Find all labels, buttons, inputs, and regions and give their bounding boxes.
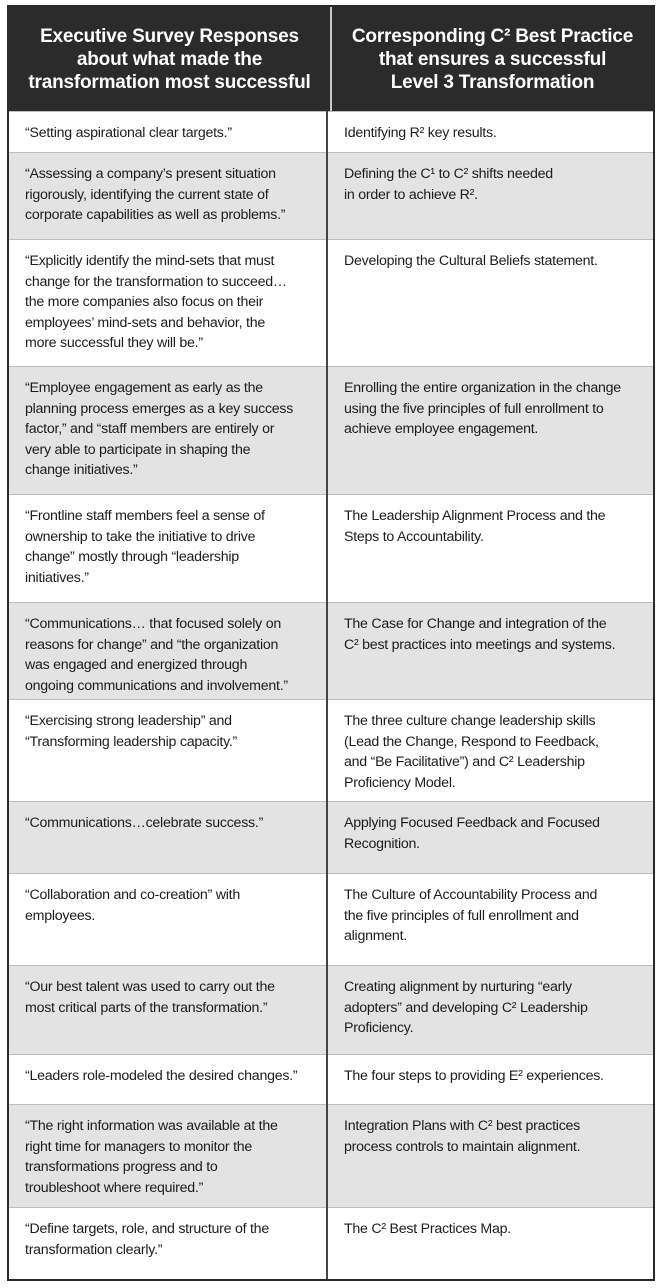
cell-text-line: and “Be Facilitative”) and C² Leadership xyxy=(344,754,585,770)
cell-text-line: “Explicitly identify the mind-sets that must xyxy=(25,253,275,269)
cell-text-line: was engaged and energized through xyxy=(25,657,248,673)
table-row xyxy=(9,1104,653,1207)
cell-text-line: right time for managers to monitor the xyxy=(25,1138,253,1155)
survey-response-cell xyxy=(9,603,328,699)
best-practice-cell xyxy=(328,1208,653,1279)
cell-text-line: reasons for change” and “the organization xyxy=(25,636,279,653)
cell-text-line: “Communications…celebrate success.” xyxy=(25,815,264,831)
cell-text-line: “Frontline staff members feel a sense of xyxy=(25,508,265,524)
table-row xyxy=(9,111,653,152)
cell-text-line: “Collaboration and co-creation” with xyxy=(25,887,240,903)
cell-text-line: The Case for Change and integration of the xyxy=(344,616,607,632)
header-best-practice xyxy=(330,7,653,111)
cell-text-line: very able to participate in shaping the xyxy=(25,441,251,458)
cell-text-line: initiatives.” xyxy=(25,569,89,586)
cell-text-line: ongoing communications and involvement.” xyxy=(25,677,288,694)
cell-text-line: The C² Best Practices Map. xyxy=(344,1221,511,1237)
cell-text-line: Recognition. xyxy=(344,835,420,852)
cell-text-line: employees. xyxy=(25,907,96,924)
cell-text-line: in order to achieve R². xyxy=(344,186,478,203)
header-right-line: Corresponding C² Best Practice xyxy=(351,25,634,47)
cell-text-line: planning process emerges as a key success xyxy=(25,400,294,417)
cell-text-line: corporate capabilities as well as problems.” xyxy=(25,207,286,223)
best-practice-cell xyxy=(328,153,653,239)
column-divider xyxy=(326,111,328,1279)
best-practice-cell xyxy=(328,112,653,152)
cell-text-line: The Leadership Alignment Process and the xyxy=(344,508,606,524)
cell-text-line: The three culture change leadership skills xyxy=(344,713,596,729)
survey-response-cell xyxy=(9,874,328,965)
survey-response-cell xyxy=(9,112,328,152)
best-practice-cell xyxy=(328,874,653,965)
cell-text-line: transformations progress and to xyxy=(25,1159,218,1175)
header-left-line: about what made the xyxy=(76,48,263,70)
cell-text-line: “Assessing a company’s present situation xyxy=(25,166,276,182)
survey-response-cell xyxy=(9,367,328,494)
cell-text-line: transformation clearly.” xyxy=(25,1241,163,1258)
cell-text-line: “Communications… that focused solely on xyxy=(25,616,281,632)
best-practice-cell xyxy=(328,700,653,801)
cell-text-line: Applying Focused Feedback and Focused xyxy=(344,815,600,831)
cell-text-line: (Lead the Change, Respond to Feedback, xyxy=(344,733,599,750)
header-left-line: Executive Survey Responses xyxy=(40,25,299,47)
table-row xyxy=(9,152,653,239)
cell-text-line: change for the transformation to succeed… xyxy=(25,273,287,290)
survey-practice-table xyxy=(7,5,655,1281)
survey-response-cell xyxy=(9,495,328,602)
cell-text-line: process controls to maintain alignment. xyxy=(344,1138,581,1155)
cell-text-line: “The right information was available at the xyxy=(25,1118,278,1134)
cell-text-line: “Define targets, role, and structure of the xyxy=(25,1221,269,1237)
cell-text-line: Steps to Accountability. xyxy=(344,528,484,545)
cell-text-line: adopters” and developing C² Leadership xyxy=(344,999,588,1016)
cell-text-line: most critical parts of the transformation.” xyxy=(25,999,268,1016)
cell-text-line: “Our best talent was used to carry out the xyxy=(25,979,275,995)
table-row xyxy=(9,699,653,801)
table-row xyxy=(9,965,653,1054)
best-practice-cell xyxy=(328,495,653,602)
header-survey-responses xyxy=(9,7,330,111)
table-row xyxy=(9,602,653,699)
cell-text-line: achieve employee engagement. xyxy=(344,421,539,437)
cell-text-line: the more companies also focus on their xyxy=(25,294,264,310)
cell-text-line: Integration Plans with C² best practices xyxy=(344,1118,581,1134)
header-left-line: transformation most successful xyxy=(28,71,311,93)
cell-text-line: change initiatives.” xyxy=(25,462,138,478)
survey-response-cell xyxy=(9,1055,328,1104)
best-practice-cell xyxy=(328,1055,653,1104)
table-row xyxy=(9,239,653,366)
cell-text-line: factor,” and “staff members are entirely or xyxy=(25,421,275,437)
cell-text-line: Developing the Cultural Beliefs statement. xyxy=(344,253,598,269)
cell-text-line: C² best practices into meetings and systems. xyxy=(344,636,616,653)
cell-text-line: The four steps to providing E² experiences. xyxy=(344,1068,604,1084)
table-row xyxy=(9,366,653,494)
cell-text-line: The Culture of Accountability Process and xyxy=(344,887,598,903)
cell-text-line: “Setting aspirational clear targets.” xyxy=(25,125,232,141)
best-practice-cell xyxy=(328,240,653,366)
survey-response-cell xyxy=(9,240,328,366)
table-row xyxy=(9,494,653,602)
best-practice-cell xyxy=(328,966,653,1054)
cell-text-line: more successful they will be.” xyxy=(25,335,203,351)
survey-response-cell xyxy=(9,1208,328,1279)
table-row xyxy=(9,801,653,873)
table-header xyxy=(9,7,653,111)
survey-response-cell xyxy=(9,1105,328,1207)
survey-response-cell xyxy=(9,700,328,801)
survey-response-cell xyxy=(9,153,328,239)
cell-text-line: change” mostly through “leadership xyxy=(25,549,239,565)
cell-text-line: using the five principles of full enrollment to xyxy=(344,400,604,417)
cell-text-line: Enrolling the entire organization in the change xyxy=(344,380,621,396)
cell-text-line: “Transforming leadership capacity.” xyxy=(25,733,238,750)
cell-text-line: ownership to take the initiative to drive xyxy=(25,528,256,545)
cell-text-line: alignment. xyxy=(344,928,407,944)
best-practice-cell xyxy=(328,802,653,873)
cell-text-line: employees’ mind-sets and behavior, the xyxy=(25,314,265,331)
best-practice-cell xyxy=(328,1105,653,1207)
cell-text-line: Defining the C¹ to C² shifts needed xyxy=(344,166,553,182)
cell-text-line: Proficiency. xyxy=(344,1020,414,1036)
cell-text-line: Proficiency Model. xyxy=(344,774,456,791)
header-right-line: that ensures a successful xyxy=(378,48,607,70)
cell-text-line: troubleshoot where required.” xyxy=(25,1179,204,1196)
table-row xyxy=(9,873,653,965)
best-practice-cell xyxy=(328,367,653,494)
table-row xyxy=(9,1054,653,1104)
cell-text-line: Identifying R² key results. xyxy=(344,125,497,141)
survey-response-cell xyxy=(9,802,328,873)
survey-response-cell xyxy=(9,966,328,1054)
header-right-line: Level 3 Transformation xyxy=(390,71,595,93)
cell-text-line: “Employee engagement as early as the xyxy=(25,380,263,396)
cell-text-line: Creating alignment by nurturing “early xyxy=(344,979,572,995)
best-practice-cell xyxy=(328,603,653,699)
cell-text-line: rigorously, identifying the current state of xyxy=(25,186,269,203)
cell-text-line: “Leaders role-modeled the desired changes.” xyxy=(25,1068,298,1084)
cell-text-line: “Exercising strong leadership” and xyxy=(25,713,232,729)
table-row xyxy=(9,1207,653,1279)
cell-text-line: the five principles of full enrollment and xyxy=(344,907,579,924)
